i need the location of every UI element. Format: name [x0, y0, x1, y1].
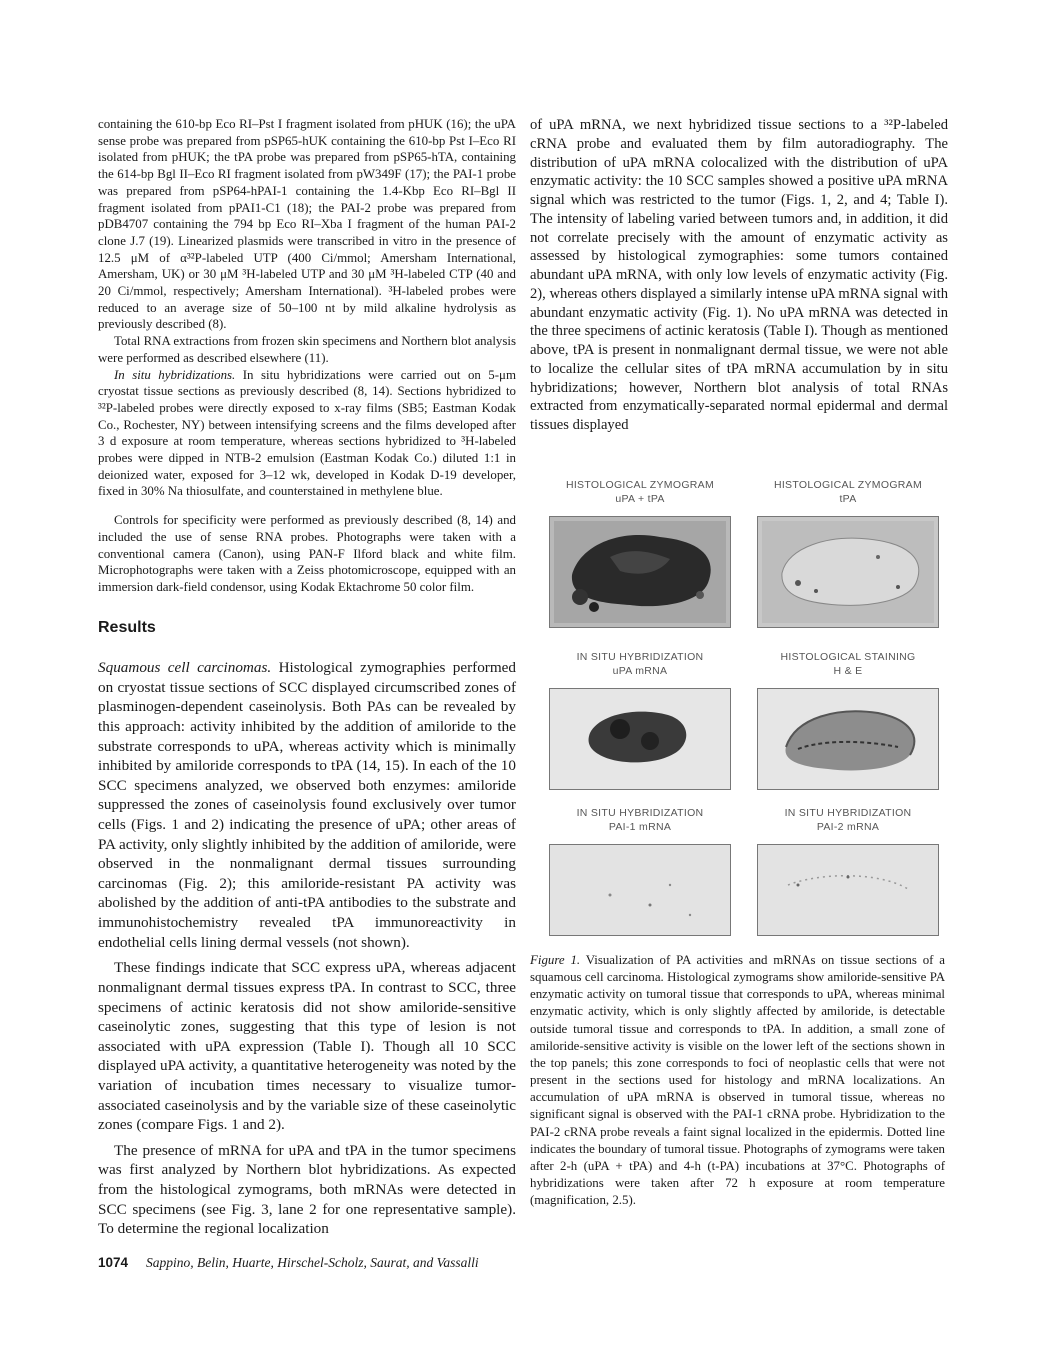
figure-panel [530, 650, 750, 793]
page-footer [98, 1255, 479, 1271]
insitu-heading: In situ hybridizations. [114, 367, 236, 382]
panel-title: HISTOLOGICAL STAINING [780, 651, 916, 663]
hybridization-upa-image [549, 688, 731, 790]
panel-subtitle: uPA + tPA [615, 493, 665, 506]
zymogram-tpa-image [757, 516, 939, 628]
panel-title: IN SITU HYBRIDIZATION [784, 807, 912, 819]
panel-title: IN SITU HYBRIDIZATION [576, 651, 704, 663]
mrna-paragraph: The presence of mRNA for uPA and tPA in the tumor specimens was first analyzed by Northern blot hybridizations. As expected from the histological zymograms, both mRNAs were detected in SCC specimens (see Fig. 3, lane 2 for one representative sample). To determine the regional localization [98, 1141, 516, 1238]
panel-title: HISTOLOGICAL ZYMOGRAM [773, 479, 923, 491]
figure-panel [738, 806, 958, 939]
methods-paragraph: Total RNA extractions from frozen skin specimens and Northern blot analysis were performed as described elsewhere (11). [98, 334, 516, 365]
panel-title: HISTOLOGICAL ZYMOGRAM [565, 479, 715, 491]
panel-subtitle: PAI-1 mRNA [608, 821, 672, 834]
scc-heading: Squamous cell carcinomas. [98, 659, 272, 677]
panel-subtitle: PAI-2 mRNA [816, 821, 880, 834]
scc-text: Histological zymographies performed on cryostat tissue sections of SCC displayed circumscribed zones of plasminogen-dependent caseinolysis. Both PAs can be revealed by this approach: activity inhibited by the addition of amiloride to the substrate corresponds to uPA, whereas activity which is minimally inhibited by amiloride corresponds to tPA (14, 15). In each of the 10 SCC specimens analyzed, we observed both enzymes: amiloride suppressed the zones of caseinolysis found exclusively over tumor cells (Figs. 1 and 2) indicating the presence of uPA; other areas of PA activity, only slightly inhibited by the addition of amiloride, were observed in the nonmalignant dermal tissues surrounding carcinomas (Fig. 2); this amiloride-resistant PA activity was abolished by the addition of anti-tPA antibodies to the substrate and immunohistochemistry revealed tPA immunoreactivity in endothelial cells lining dermal vessels (not shown). [98, 659, 516, 951]
zymogram-image [549, 516, 731, 628]
insitu-paragraph [98, 367, 516, 501]
left-column [98, 116, 516, 1239]
caption-label: Figure 1. [530, 953, 581, 967]
controls-paragraph: Controls for specificity were performed as previously described (8, 14) and included the use of sense RNA probes. Photographs were taken with a conventional camera (Canon), using PAN-F Ilford black and white film. Microphotographs were taken with a Zeiss photomicroscope, equipped with an immersion dark-field condensor, using Kodak Ektachrome 50 color film. [98, 513, 516, 594]
figure-panel [738, 478, 958, 631]
results-heading: Results [98, 618, 156, 636]
he-staining-image [757, 688, 939, 790]
figure-panel [530, 806, 750, 939]
figure-panel [530, 478, 750, 631]
page-number: 1074 [98, 1255, 129, 1270]
right-column [530, 116, 948, 435]
panel-subtitle: H & E [833, 665, 863, 678]
right-paragraph: of uPA mRNA, we next hybridized tissue sections to a ³²P-labeled cRNA probe and evaluated them by film autoradiography. The distribution of uPA mRNA colocalized with the distribution of uPA enzymatic activity: the 10 SCC samples showed a positive uPA mRNA signal which was restricted to the tumor (Figs. 1, 2, and 4; Table I). The intensity of labeling varied between tumors and, in addition, it did not correlate precisely with the amount of enzymatic activity as assessed by histological zymographies: some tumors contained abundant uPA mRNA, with only low levels of enzymatic activity (Fig. 2), whereas others displayed a similarly intense uPA mRNA signal with abundant enzymatic activity (Fig. 1). No uPA mRNA was detected in the three specimens of actinic keratosis (Table I). Though as mentioned above, tPA is present in nonmalignant dermal tissue, we were not able to localize the cellular sites of tPA mRNA accumulation by in situ hybridizations; however, Northern blot analysis of total RNAs extracted from enzymatically-separated normal epidermal and dermal tissues displayed [530, 117, 948, 433]
figure-panel [738, 650, 958, 793]
caption-text: Visualization of PA activities and mRNAs on tissue sections of a squamous cell carcinoma. Histological zymograms show amiloride-sensitive PA enzymatic activity on tumoral tissue that corresponds to uPA, whereas minimal enzymatic activity, which is only slightly affected by amiloride, is detectable outside tumoral tissue and corresponds to tPA. In addition, a small zone of amiloride-sensitive activity is visible on the lower left of the sections shown in the top panels; this zone corresponds to foci of neoplastic cells that were not present in the sections used for histology and mRNA localizations. An accumulation of uPA mRNA is observed in tumoral tissue, whereas no significant signal is observed with the PAI-1 cRNA probe. Hybridization to the PAI-2 cRNA probe reveals a faint signal localized in the epidermis. Dotted line indicates the boundary of tumoral tissue. Photographs of zymograms were taken after 2-h (uPA + tPA) and 4-h (t-PA) incubations at 37°C. Photographs of hybridizations were taken after 72 h exposure at room temperature (magnification, 2.5). [530, 953, 945, 1208]
panel-title: IN SITU HYBRIDIZATION [576, 807, 704, 819]
hybridization-pai1-image [549, 844, 731, 936]
scc-paragraph [98, 658, 516, 952]
methods-paragraph: containing the 610-bp Eco RI–Pst I fragment isolated from pHUK (16); the uPA sense probe was prepared from pSP65-hUK containing the 610-bp Pst I–Eco RI isolated from pHUK; the tPA probe was prepared from pSP65-hTA, containing the 614-bp Bgl II–Eco RI fragment isolated from pW349F (17); the PAI-1 probe was prepared from pSP64-hPAI-1 containing the 1.4-Kbp Eco RI–Bgl II fragment isolated from pPAI1-C1 (18); the PAI-2 probe was prepared from pDB4707 containing the 794 bp Eco RI–Xba I fragment of the human PAI-2 clone J.7 (19). Linearized plasmids were transcribed in vitro in the presence of 12.5 μM of α³²P-labeled UTP (400 Ci/mmol; Amersham International, Amersham, UK) or 30 μM ³H-labeled UTP and 30 μM ³H-labeled CTP (40 and 20 Ci/mmol, respectively; Amersham International). ³H-labeled probes were reduced to an average size of 50–100 nt by mild alkaline hydrolysis as previously described (8). [98, 117, 516, 332]
findings-paragraph: These findings indicate that SCC express uPA, whereas adjacent nonmalignant dermal tissues express tPA. In contrast to SCC, three specimens of actinic keratosis did not show amiloride-sensitive caseinolytic zones, suggesting that this type of lesion is not associated with uPA expression (Table I). Though all 10 SCC displayed uPA activity, a quantitative heterogeneity was noted by the variation of incubation times necessary to visualize tumor-associated caseinolysis and by the variable size of these caseinolytic zones (compare Figs. 1 and 2). [98, 959, 516, 1134]
panel-subtitle: tPA [839, 493, 857, 506]
insitu-text: In situ hybridizations were carried out on 5-μm cryostat tissue sections as previously described (8, 14). Sections hybridized to ³²P-labeled probes were directly exposed to x-ray films (SB5; Eastman Kodak Co., Rochester, NY) between intensifying screens and the films developed after 3 d exposure at room temperature, whereas sections hybridized to ³H-labeled probes were dipped in NTB-2 emulsion (Eastman Kodak Co.) diluted 1:1 in deionized water, exposed for 3–12 wk, developed in Kodak D-19 developer, fixed in 30% Na thiosulfate, and counterstained in methylene blue. [98, 367, 516, 499]
panel-subtitle: uPA mRNA [612, 665, 668, 678]
figure-caption [530, 952, 945, 1209]
footer-authors: Sappino, Belin, Huarte, Hirschel-Scholz, Saurat, and Vassalli [146, 1255, 479, 1270]
hybridization-pai2-image [757, 844, 939, 936]
